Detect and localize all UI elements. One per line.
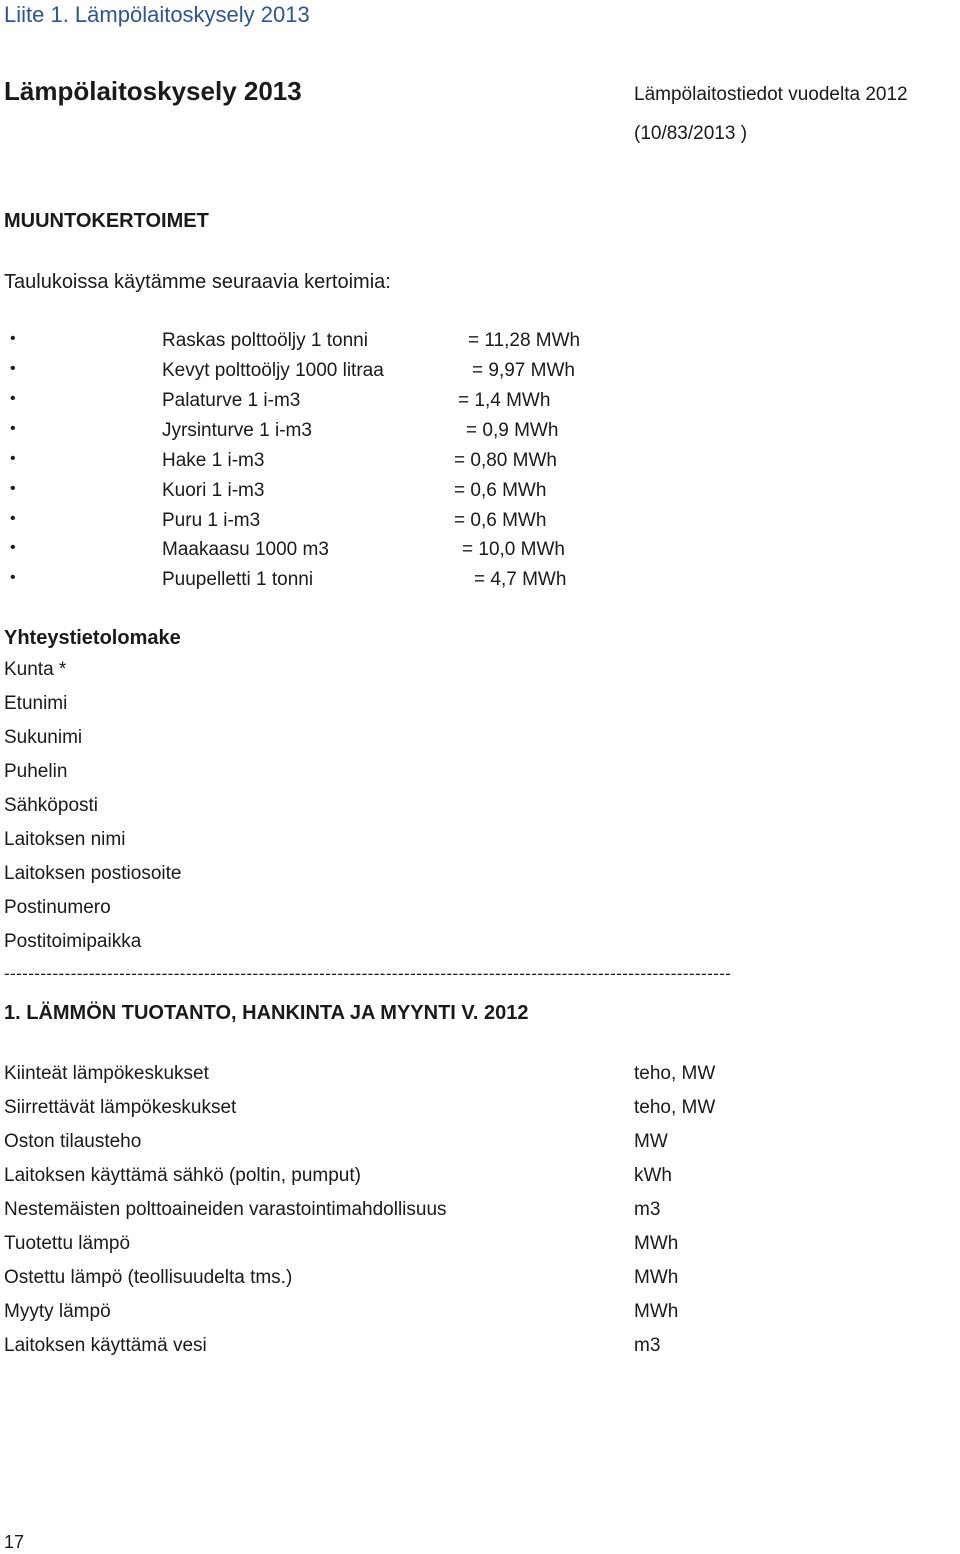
factor-name: Maakaasu 1000 m3 <box>162 539 329 560</box>
bullet-icon: • <box>10 539 16 556</box>
field-label-postitoimipaikka: Postitoimipaikka <box>4 931 142 952</box>
production-row <box>0 1233 960 1259</box>
conversion-factor-item <box>0 510 960 534</box>
page-title: Lämpölaitoskysely 2013 <box>4 76 302 106</box>
production-unit: m3 <box>634 1199 661 1220</box>
conversion-factor-item <box>0 420 960 444</box>
dashed-divider: ------------------------------------------------------------------------------------------------------------------------ <box>4 964 732 983</box>
factor-value: = 0,80 MWh <box>454 450 557 471</box>
bullet-icon: • <box>10 450 16 467</box>
conversion-factor-item <box>0 480 960 504</box>
production-label: Ostettu lämpö (teollisuudelta tms.) <box>4 1267 293 1288</box>
factor-name: Puupelletti 1 tonni <box>162 569 314 590</box>
bullet-icon: • <box>10 569 16 586</box>
field-label-sukunimi: Sukunimi <box>4 727 83 748</box>
page-number: 17 <box>4 1532 25 1552</box>
field-label-sahkoposti: Sähköposti <box>4 795 99 816</box>
factor-name: Kuori 1 i-m3 <box>162 480 265 501</box>
production-label: Tuotettu lämpö <box>4 1233 131 1254</box>
conversion-factor-item <box>0 569 960 593</box>
production-label: Laitoksen käyttämä vesi <box>4 1335 207 1356</box>
factor-name: Kevyt polttoöljy 1000 litraa <box>162 360 384 381</box>
production-row <box>0 1301 960 1327</box>
factor-value: = 0,9 MWh <box>466 420 559 441</box>
factor-value: = 9,97 MWh <box>472 360 575 381</box>
bullet-icon: • <box>10 480 16 497</box>
conversion-heading: MUUNTOKERTOIMET <box>4 210 209 232</box>
production-row <box>0 1063 960 1089</box>
factor-value: = 10,0 MWh <box>462 539 565 560</box>
production-unit: teho, MW <box>634 1063 716 1084</box>
conversion-factor-item <box>0 539 960 563</box>
production-row <box>0 1165 960 1191</box>
conversion-intro: Taulukoissa käytämme seuraavia kertoimia: <box>4 271 391 293</box>
production-heading: 1. LÄMMÖN TUOTANTO, HANKINTA JA MYYNTI V. 2012 <box>4 1002 529 1024</box>
production-row <box>0 1335 960 1361</box>
factor-value: = 0,6 MWh <box>454 510 547 531</box>
field-label-postinumero: Postinumero <box>4 897 111 918</box>
conversion-factor-item <box>0 390 960 414</box>
field-label-laitoksen-nimi: Laitoksen nimi <box>4 829 126 850</box>
field-label-kunta: Kunta * <box>4 659 67 680</box>
field-label-postiosoite: Laitoksen postiosoite <box>4 863 182 884</box>
factor-value: = 0,6 MWh <box>454 480 547 501</box>
production-unit: MW <box>634 1131 668 1152</box>
production-row <box>0 1097 960 1123</box>
factor-name: Raskas polttoöljy 1 tonni <box>162 330 368 351</box>
appendix-title: Liite 1. Lämpölaitoskysely 2013 <box>4 2 310 27</box>
conversion-factor-item <box>0 360 960 384</box>
production-label: Laitoksen käyttämä sähkö (poltin, pumput) <box>4 1165 361 1186</box>
factor-value: = 1,4 MWh <box>458 390 551 411</box>
production-label: Kiinteät lämpökeskukset <box>4 1063 209 1084</box>
production-unit: MWh <box>634 1301 679 1322</box>
bullet-icon: • <box>10 510 16 527</box>
factor-name: Jyrsinturve 1 i-m3 <box>162 420 312 441</box>
production-unit: MWh <box>634 1267 679 1288</box>
bullet-icon: • <box>10 360 16 377</box>
production-row <box>0 1131 960 1157</box>
factor-name: Palaturve 1 i-m3 <box>162 390 301 411</box>
bullet-icon: • <box>10 390 16 407</box>
production-unit: m3 <box>634 1335 661 1356</box>
production-unit: kWh <box>634 1165 672 1186</box>
production-label: Oston tilausteho <box>4 1131 142 1152</box>
production-label: Myyty lämpö <box>4 1301 111 1322</box>
production-unit: MWh <box>634 1233 679 1254</box>
factor-value: = 4,7 MWh <box>474 569 567 590</box>
bullet-icon: • <box>10 420 16 437</box>
conversion-factor-item <box>0 330 960 354</box>
field-label-puhelin: Puhelin <box>4 761 68 782</box>
factor-value: = 11,28 MWh <box>468 330 581 351</box>
contact-form-heading: Yhteystietolomake <box>4 627 181 649</box>
production-row <box>0 1267 960 1293</box>
subtitle-reference: (10/83/2013 ) <box>634 123 748 144</box>
bullet-icon: • <box>10 330 16 347</box>
production-label: Nestemäisten polttoaineiden varastointimahdollisuus <box>4 1199 447 1220</box>
factor-name: Puru 1 i-m3 <box>162 510 261 531</box>
field-label-etunimi: Etunimi <box>4 693 68 714</box>
subtitle-year: Lämpölaitostiedot vuodelta 2012 <box>634 84 908 105</box>
production-unit: teho, MW <box>634 1097 716 1118</box>
production-row <box>0 1199 960 1225</box>
factor-name: Hake 1 i-m3 <box>162 450 265 471</box>
production-label: Siirrettävät lämpökeskukset <box>4 1097 237 1118</box>
conversion-factor-item <box>0 450 960 474</box>
